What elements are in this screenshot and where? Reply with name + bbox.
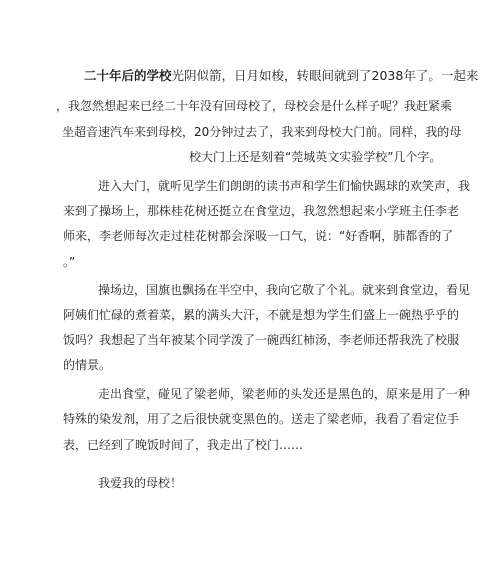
- paragraph-2-line-4: 。”: [63, 255, 76, 269]
- paragraph-4-line-2: 特殊的染发剂，用了之后很快就变黑色的。送走了梁老师，我看了看定位手: [63, 412, 460, 426]
- paragraph-1-line-4: 校大门上还是刻着“莞城英文实验学校”几个字。: [189, 150, 442, 164]
- paragraph-2-line-3: 师来，李老师每次走过桂花树都会深吸一口气，说：“好香啊，肺都香的了: [63, 229, 454, 243]
- paragraph-3-line-2: 阿姨们忙碌的煮着菜，累的满头大汗，不就是想为学生们盛上一碗热乎乎的: [63, 308, 460, 322]
- paragraph-1-line-2: ，我忽然想起来已经二十年没有回母校了，母校会是什么样子呢？我赶紧乘: [56, 99, 453, 113]
- paragraph-4-line-3: 表，已经到了晚饭时间了，我走出了校门……: [63, 438, 304, 452]
- paragraph-3-line-3: 饭吗？我想起了当年被某个同学泼了一碗西红柿汤，李老师还帮我洗了校服: [63, 333, 460, 347]
- paragraph-4-line-1: 走出食堂，碰见了梁老师，梁老师的头发还是黑色的，原来是用了一种: [98, 387, 471, 401]
- essay-first-line: [84, 68, 478, 84]
- paragraph-3-line-4: 的情景。: [63, 358, 112, 372]
- closing-line: 我爱我的母校！: [98, 476, 183, 490]
- paragraph-1-line-3: 坐超音速汽车来到母校，20分钟过去了，我来到母校大门前。同样，我的母: [62, 125, 462, 139]
- paragraph-3-line-1: 操场边，国旗也飘扬在半空中，我向它敬了个礼。就来到食堂边，看见: [98, 283, 471, 297]
- paragraph-1-line-1: 光阴似箭，日月如梭，转眼间就到了2038年了。一起来: [171, 68, 479, 83]
- paragraph-2-line-2: 来到了操场上，那株桂花树还挺立在食堂边，我忽然想起来小学班主任李老: [63, 204, 460, 218]
- paragraph-2-line-1: 进入大门，就听见学生们朗朗的读书声和学生们愉快踢球的欢笑声，我: [98, 179, 471, 193]
- essay-title: 二十年后的学校: [84, 68, 172, 83]
